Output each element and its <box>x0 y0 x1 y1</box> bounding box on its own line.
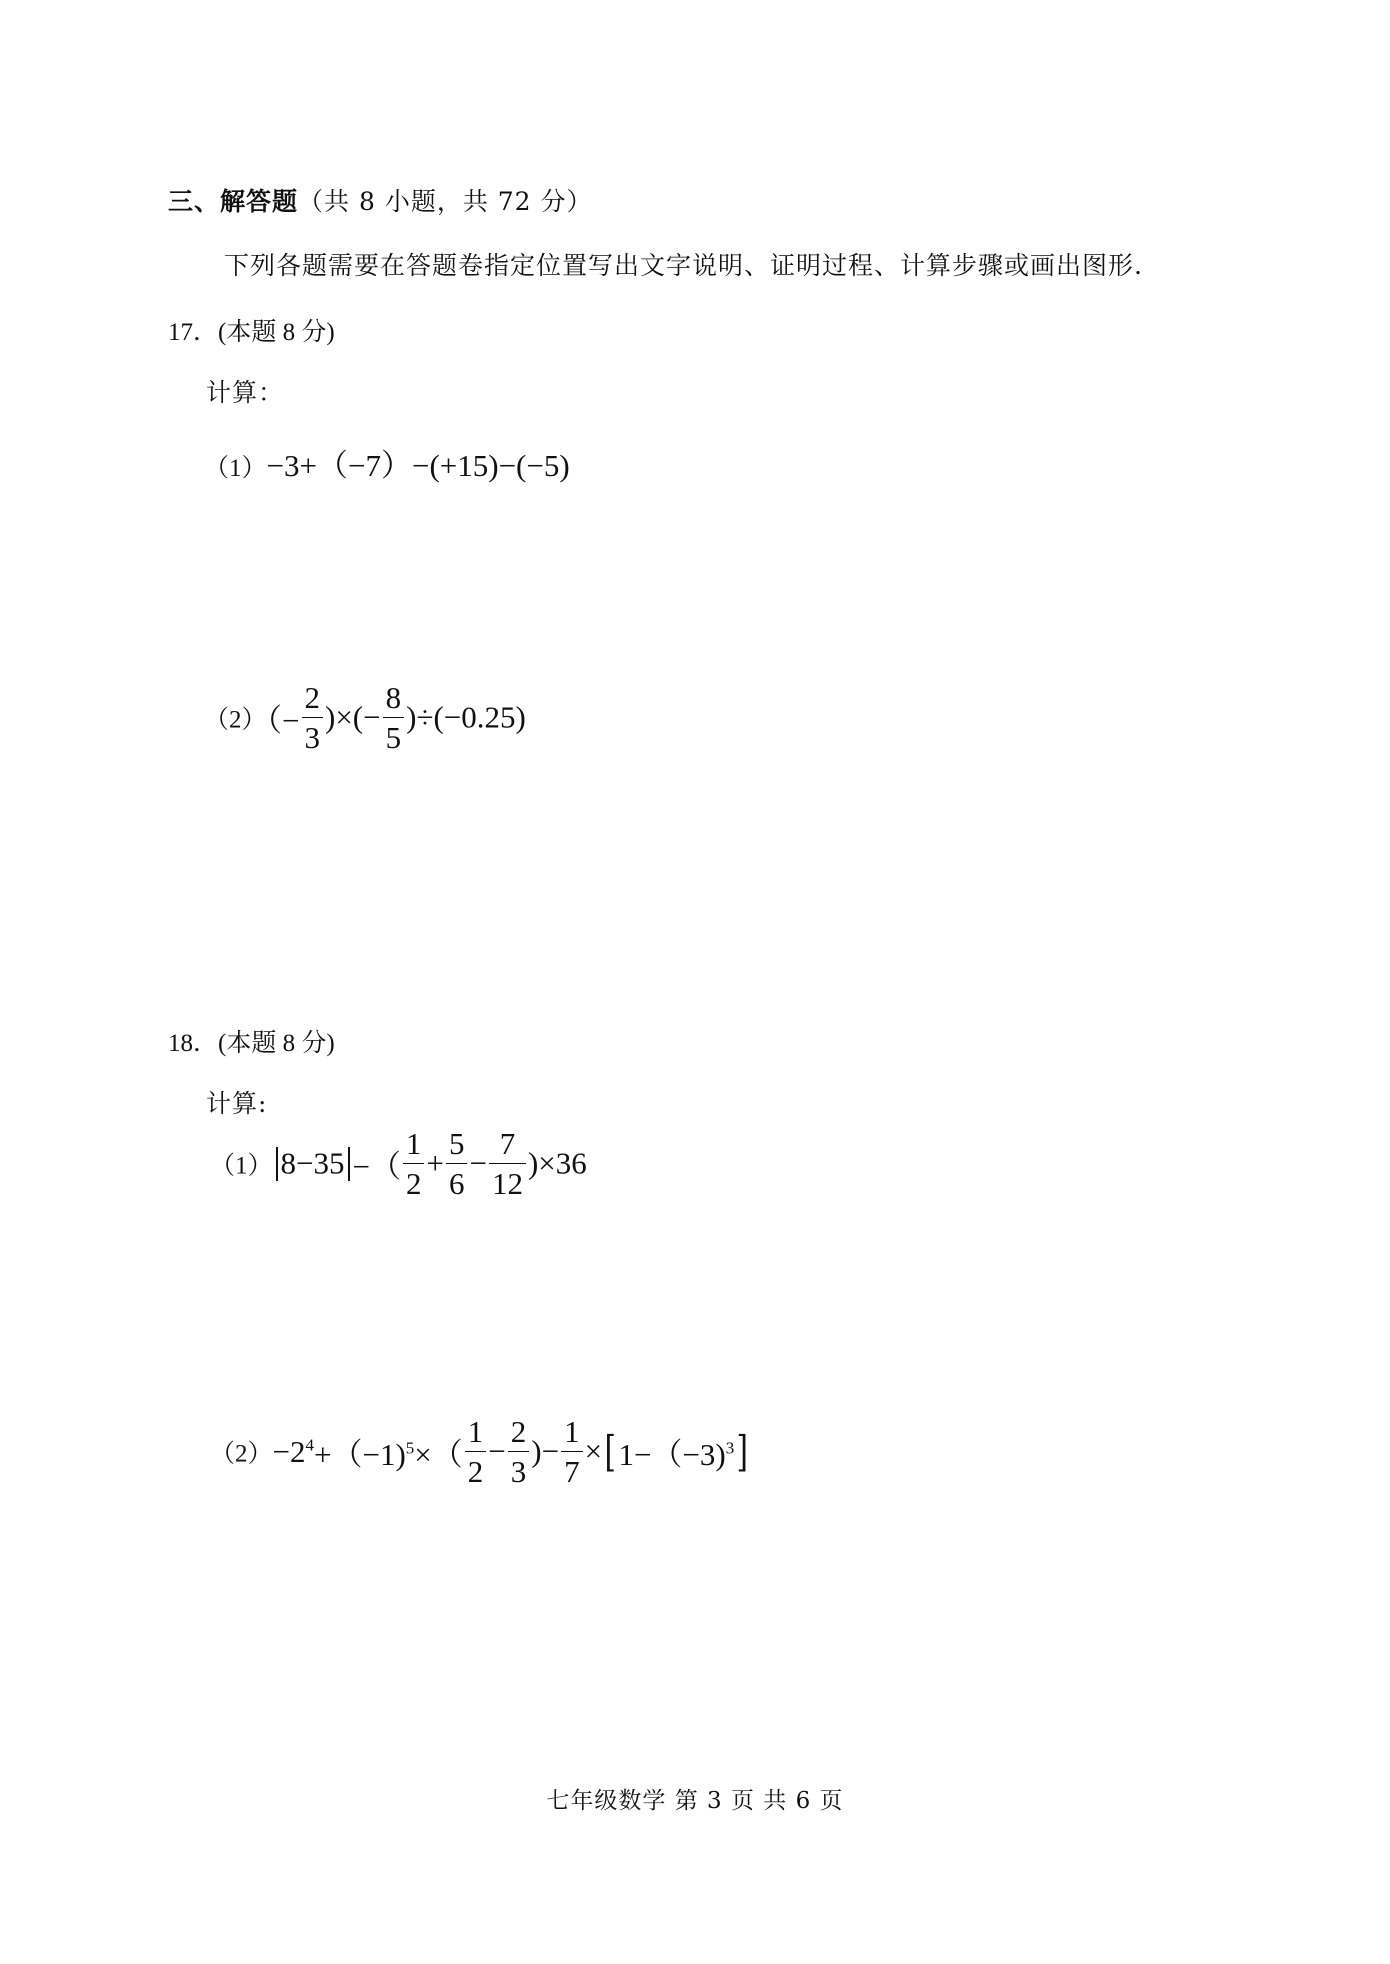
fraction <box>302 682 324 753</box>
part-label: （1） <box>204 455 267 482</box>
numerator: 8 <box>383 682 405 718</box>
section-header <box>168 182 593 218</box>
part-label: （2） <box>210 1440 273 1468</box>
exponent: 5 <box>405 1438 415 1458</box>
numerator: 1 <box>561 1416 583 1452</box>
numerator: 5 <box>446 1128 468 1164</box>
denominator: 3 <box>304 720 320 755</box>
times-sign: × <box>584 1433 603 1469</box>
expr-end: )×36 <box>527 1145 587 1181</box>
bracket-content <box>618 1437 734 1472</box>
numerator: 1 <box>403 1128 425 1164</box>
minus-sign: − <box>469 1145 487 1181</box>
part-label: （2） <box>204 706 267 734</box>
numerator: 2 <box>302 682 324 718</box>
section-title: 三、解答题 <box>168 187 299 216</box>
expr-c: ×（ <box>414 1437 463 1472</box>
question-18-part-1 <box>210 1128 587 1199</box>
question-18-part-2 <box>210 1416 751 1487</box>
abs-content: 8−35 <box>280 1145 345 1181</box>
expr-end: )÷(−0.25) <box>406 699 526 735</box>
part-label: （1） <box>210 1152 273 1180</box>
denominator: 2 <box>467 1454 484 1489</box>
question-18-header <box>168 1023 335 1059</box>
base: −2 <box>272 1433 306 1469</box>
fraction <box>465 1416 487 1487</box>
minus-sign: − <box>488 1433 506 1469</box>
base: 1−（−3) <box>618 1437 726 1472</box>
fraction <box>383 682 405 753</box>
question-18-prompt: 计算: <box>206 1089 268 1118</box>
base: +（−1) <box>314 1437 406 1472</box>
question-points: (本题 8 分) <box>218 1030 335 1057</box>
expr-d: )− <box>531 1433 560 1469</box>
question-17-part-1 <box>204 440 570 485</box>
question-number: 18． <box>168 1030 219 1057</box>
expr-open: （− <box>266 703 300 738</box>
left-bracket: [ <box>604 1426 616 1476</box>
fraction <box>489 1128 526 1199</box>
section-meta: （共 8 小题，共 72 分） <box>298 187 593 216</box>
denominator: 5 <box>385 720 402 755</box>
numerator: 7 <box>489 1128 526 1164</box>
expression: −3+（−7）−(+15)−(−5) <box>266 448 570 483</box>
expr-mid: −（ <box>352 1149 401 1184</box>
numerator: 1 <box>465 1416 487 1452</box>
expr-mid: )×(− <box>325 699 381 735</box>
fraction <box>403 1128 425 1199</box>
denominator: 3 <box>510 1454 527 1489</box>
exponent: 4 <box>305 1435 314 1455</box>
plus-sign: + <box>426 1145 444 1181</box>
page-footer: 七年级数学 第 3 页 共 6 页 <box>546 1788 844 1814</box>
fraction <box>508 1416 530 1487</box>
fraction <box>561 1416 583 1487</box>
fraction <box>446 1128 468 1199</box>
question-17-part-2 <box>204 682 526 753</box>
exponent: 3 <box>725 1438 735 1458</box>
numerator: 2 <box>508 1416 530 1452</box>
abs-bar-right <box>348 1147 350 1181</box>
right-bracket: ] <box>736 1426 749 1476</box>
term-a <box>273 1434 314 1469</box>
question-17-header <box>168 312 335 348</box>
question-points: (本题 8 分) <box>218 319 335 346</box>
abs-bar-left <box>276 1147 278 1181</box>
denominator: 6 <box>448 1166 465 1201</box>
denominator: 2 <box>405 1166 422 1201</box>
question-17-prompt: 计算： <box>206 378 285 407</box>
denominator: 7 <box>564 1454 580 1489</box>
question-number: 17． <box>168 319 219 346</box>
denominator: 12 <box>491 1166 523 1201</box>
section-instruction: 下列各题需要在答题卷指定位置写出文字说明、证明过程、计算步骤或画出图形. <box>224 251 1143 280</box>
term-b <box>314 1437 414 1472</box>
